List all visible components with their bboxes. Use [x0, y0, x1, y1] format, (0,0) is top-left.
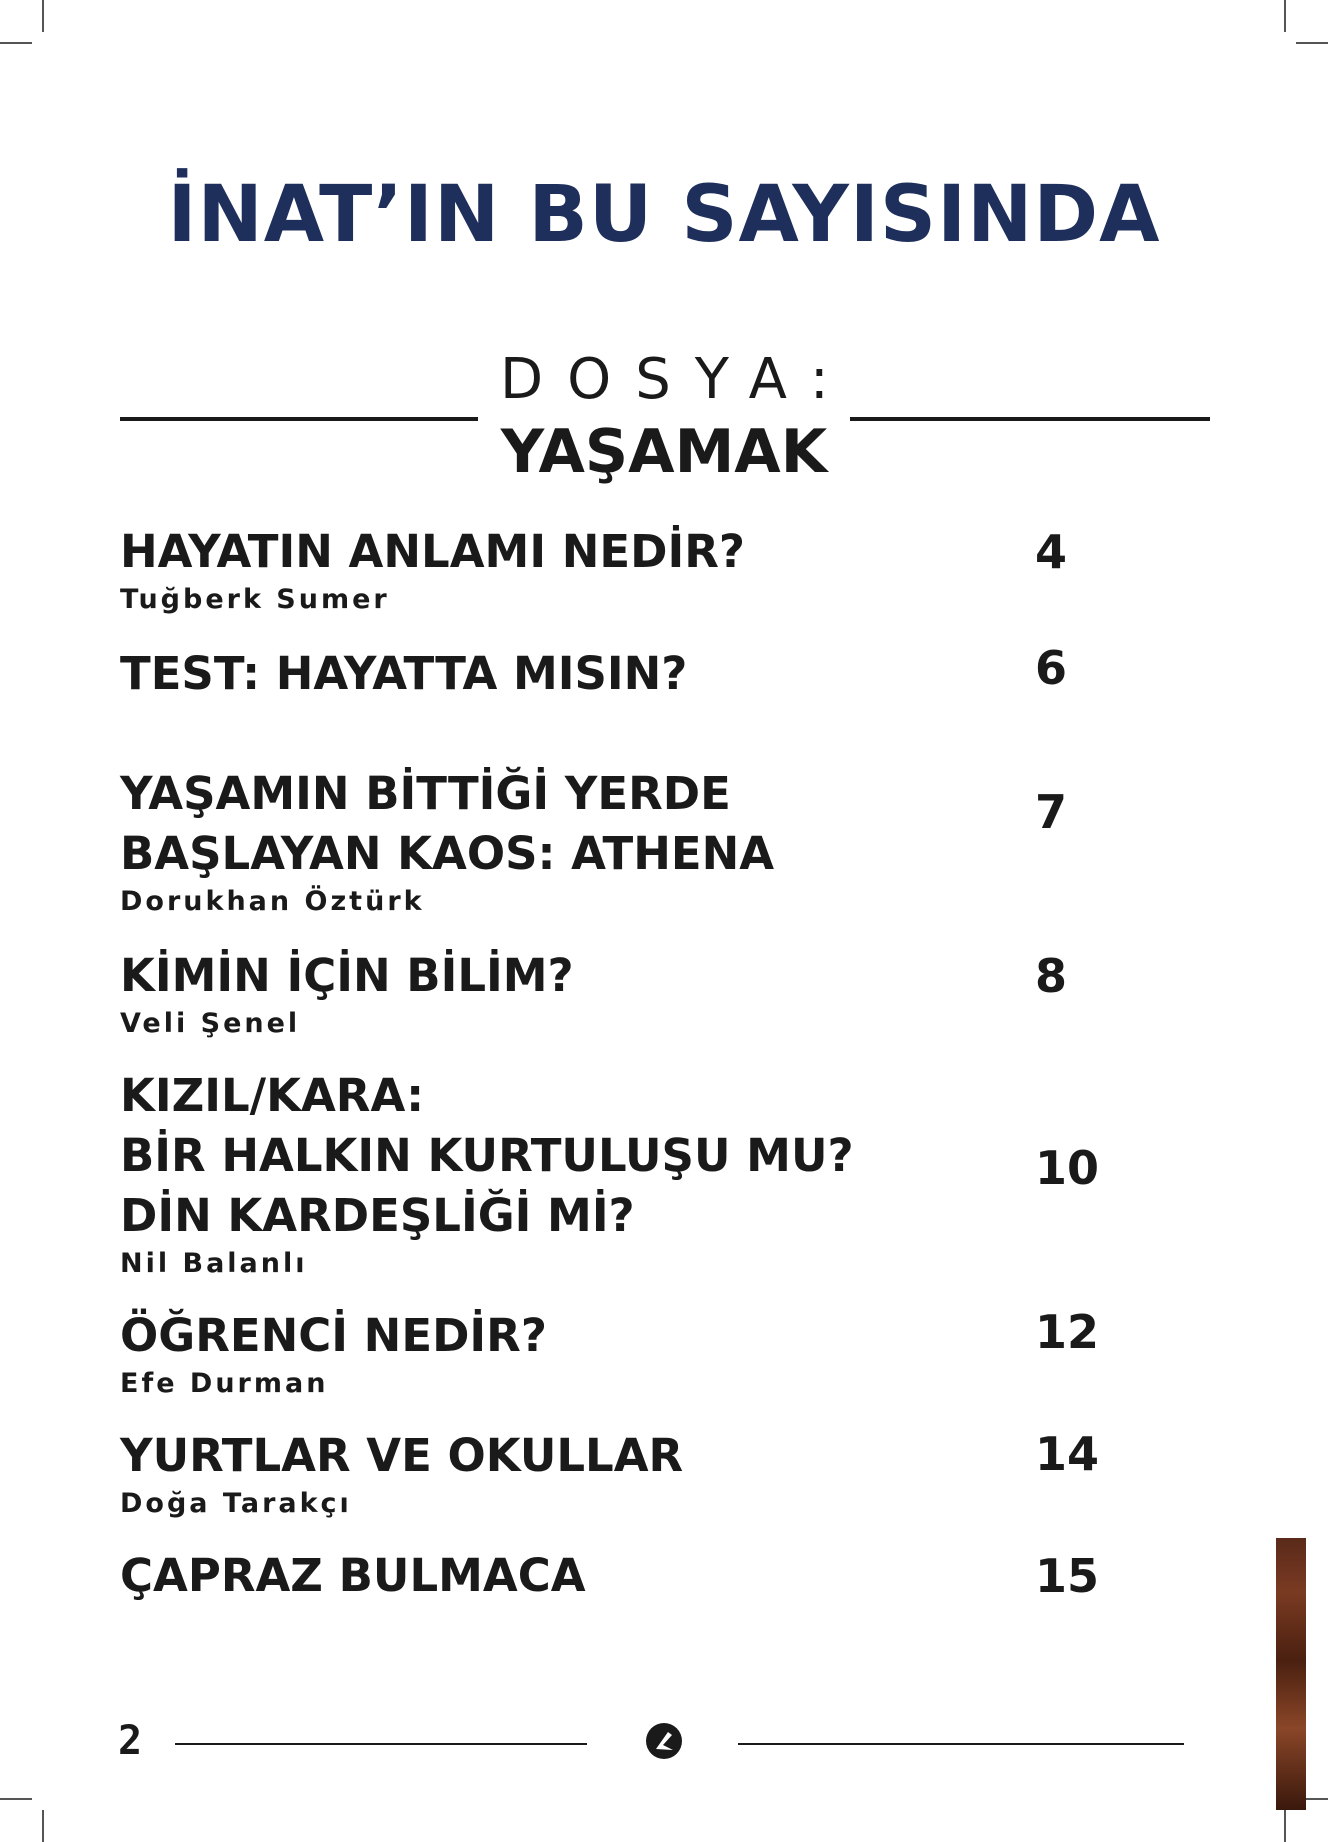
divider	[850, 417, 1210, 421]
dossier-label: DOSYA:	[500, 347, 853, 412]
entry-author: Nil Balanlı	[120, 1248, 308, 1279]
crop-mark	[42, 0, 44, 32]
footer-divider-right	[738, 1743, 1184, 1745]
toc-entry[interactable]	[120, 1306, 1120, 1400]
entry-title: YURTLAR VE OKULLAR	[120, 1429, 684, 1482]
toc-entry[interactable]	[120, 641, 1120, 704]
entry-page-number: 6	[1035, 641, 1068, 695]
entry-page-number: 12	[1035, 1305, 1100, 1359]
toc-entry[interactable]	[120, 764, 1120, 918]
dossier-name: YAŞAMAK	[500, 417, 828, 487]
page-number: 2	[118, 1718, 143, 1764]
entry-title: KİMİN İÇİN BİLİM?	[120, 949, 574, 1002]
entry-page-number: 4	[1035, 525, 1068, 579]
inat-logo-icon	[646, 1723, 682, 1759]
toc-entry[interactable]	[120, 1546, 1120, 1606]
crop-mark	[1296, 42, 1328, 44]
entry-page-number: 10	[1035, 1141, 1100, 1195]
crop-mark	[1284, 0, 1286, 32]
page-title: İNAT’IN BU SAYISINDA	[167, 170, 1161, 260]
entry-title: HAYATIN ANLAMI NEDİR?	[120, 525, 745, 578]
entry-title: ÇAPRAZ BULMACA	[120, 1549, 586, 1602]
entry-author: Efe Durman	[120, 1368, 329, 1399]
crop-mark	[0, 42, 32, 44]
entry-author: Veli Şenel	[120, 1008, 301, 1039]
entry-title: ÖĞRENCİ NEDİR?	[120, 1309, 547, 1362]
dossier-heading	[120, 345, 1210, 485]
toc-entry[interactable]	[120, 522, 1120, 616]
toc-entry[interactable]	[120, 1426, 1120, 1520]
entry-page-number: 14	[1035, 1427, 1100, 1481]
entry-title: TEST: HAYATTA MISIN?	[120, 647, 688, 700]
crop-mark	[42, 1810, 44, 1842]
footer-divider-left	[175, 1743, 587, 1745]
entry-title: YAŞAMIN BİTTİĞİ YERDE BAŞLAYAN KAOS: ATHENA	[120, 767, 775, 880]
entry-author: Tuğberk Sumer	[120, 584, 390, 615]
entry-author: Dorukhan Öztürk	[120, 886, 425, 917]
crop-mark	[1284, 1810, 1286, 1842]
toc-entry[interactable]	[120, 1066, 1120, 1280]
toc-entry[interactable]	[120, 946, 1120, 1040]
entry-page-number: 7	[1035, 785, 1068, 839]
entry-author: Doğa Tarakçı	[120, 1488, 352, 1519]
entry-page-number: 15	[1035, 1549, 1100, 1603]
entry-page-number: 8	[1035, 949, 1068, 1003]
photo-edge	[1276, 1538, 1306, 1810]
divider	[120, 417, 478, 421]
entry-title: KIZIL/KARA: BİR HALKIN KURTULUŞU MU? DİN KARDEŞLİĞİ Mİ?	[120, 1069, 854, 1242]
crop-mark	[0, 1798, 32, 1800]
